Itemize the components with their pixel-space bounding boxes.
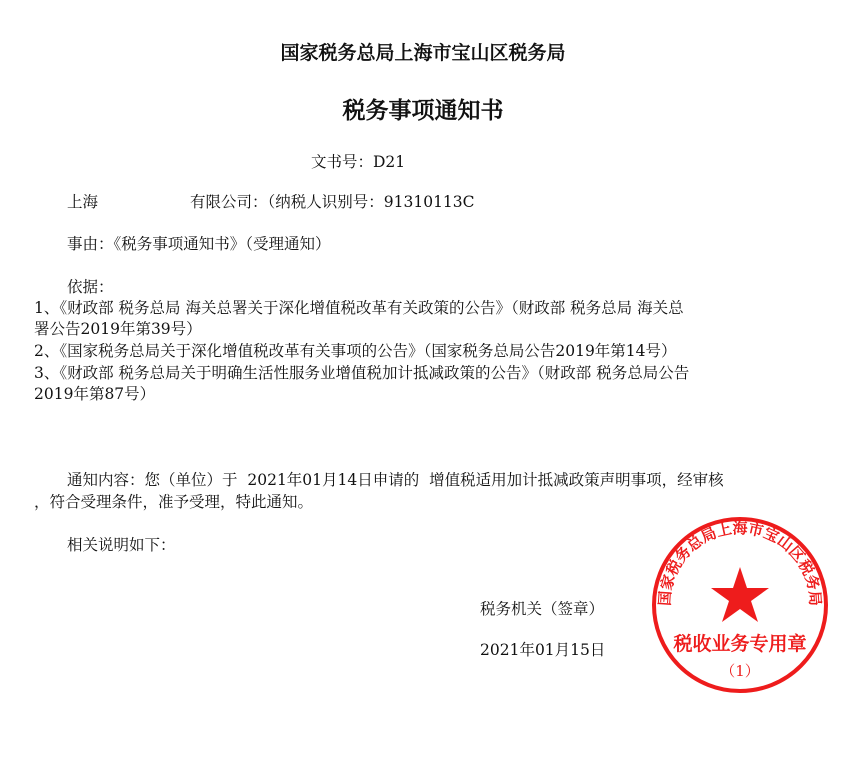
addressee-prefix: 上海: [67, 193, 99, 211]
document-title: 税务事项通知书: [342, 97, 504, 124]
addressee: [67, 190, 475, 212]
basis-item: 2、《国家税务总局关于深化增值税改革有关事项的公告》（国家税务总局公告2019年第14号）: [34, 342, 677, 360]
remarks-label: 相关说明如下：: [67, 536, 176, 554]
basis-label: 依据：: [67, 278, 114, 296]
basis-item: 3、《财政部 税务总局关于明确生活性服务业增值税加计抵减政策的公告》（财政部 税务总局公告: [34, 364, 690, 382]
issuing-authority: 国家税务总局上海市宝山区税务局: [280, 42, 566, 64]
seal-ring-text: 国家税务总局上海市宝山区税务局: [655, 519, 825, 607]
notice-content-cont: ，符合受理条件，准予受理，特此通知。: [34, 493, 314, 511]
basis-item: 署公告2019年第39号）: [34, 320, 202, 338]
seal-center-text: 税收业务专用章: [673, 633, 807, 655]
notice-content: 通知内容：您（单位）于 2021年01月14日申请的 增值税适用加计抵减政策声明事项，经审核: [67, 471, 724, 489]
subject: 事由：《税务事项通知书》（受理通知）: [67, 235, 331, 253]
addressee-suffix: 有限公司：（纳税人识别号：91310113C: [190, 193, 475, 211]
seal-number: （1）: [720, 662, 760, 680]
signature-label: 税务机关（签章）: [480, 600, 605, 618]
document-number: 文书号：D21: [311, 153, 406, 171]
signature-date: 2021年01月15日: [480, 641, 606, 659]
basis-item: 2019年第87号）: [34, 385, 156, 403]
basis-item: 1、《财政部 税务总局 海关总署关于深化增值税改革有关政策的公告》（财政部 税务总局 海关总: [34, 299, 684, 317]
star-icon: [711, 567, 769, 622]
official-seal: [650, 515, 830, 695]
